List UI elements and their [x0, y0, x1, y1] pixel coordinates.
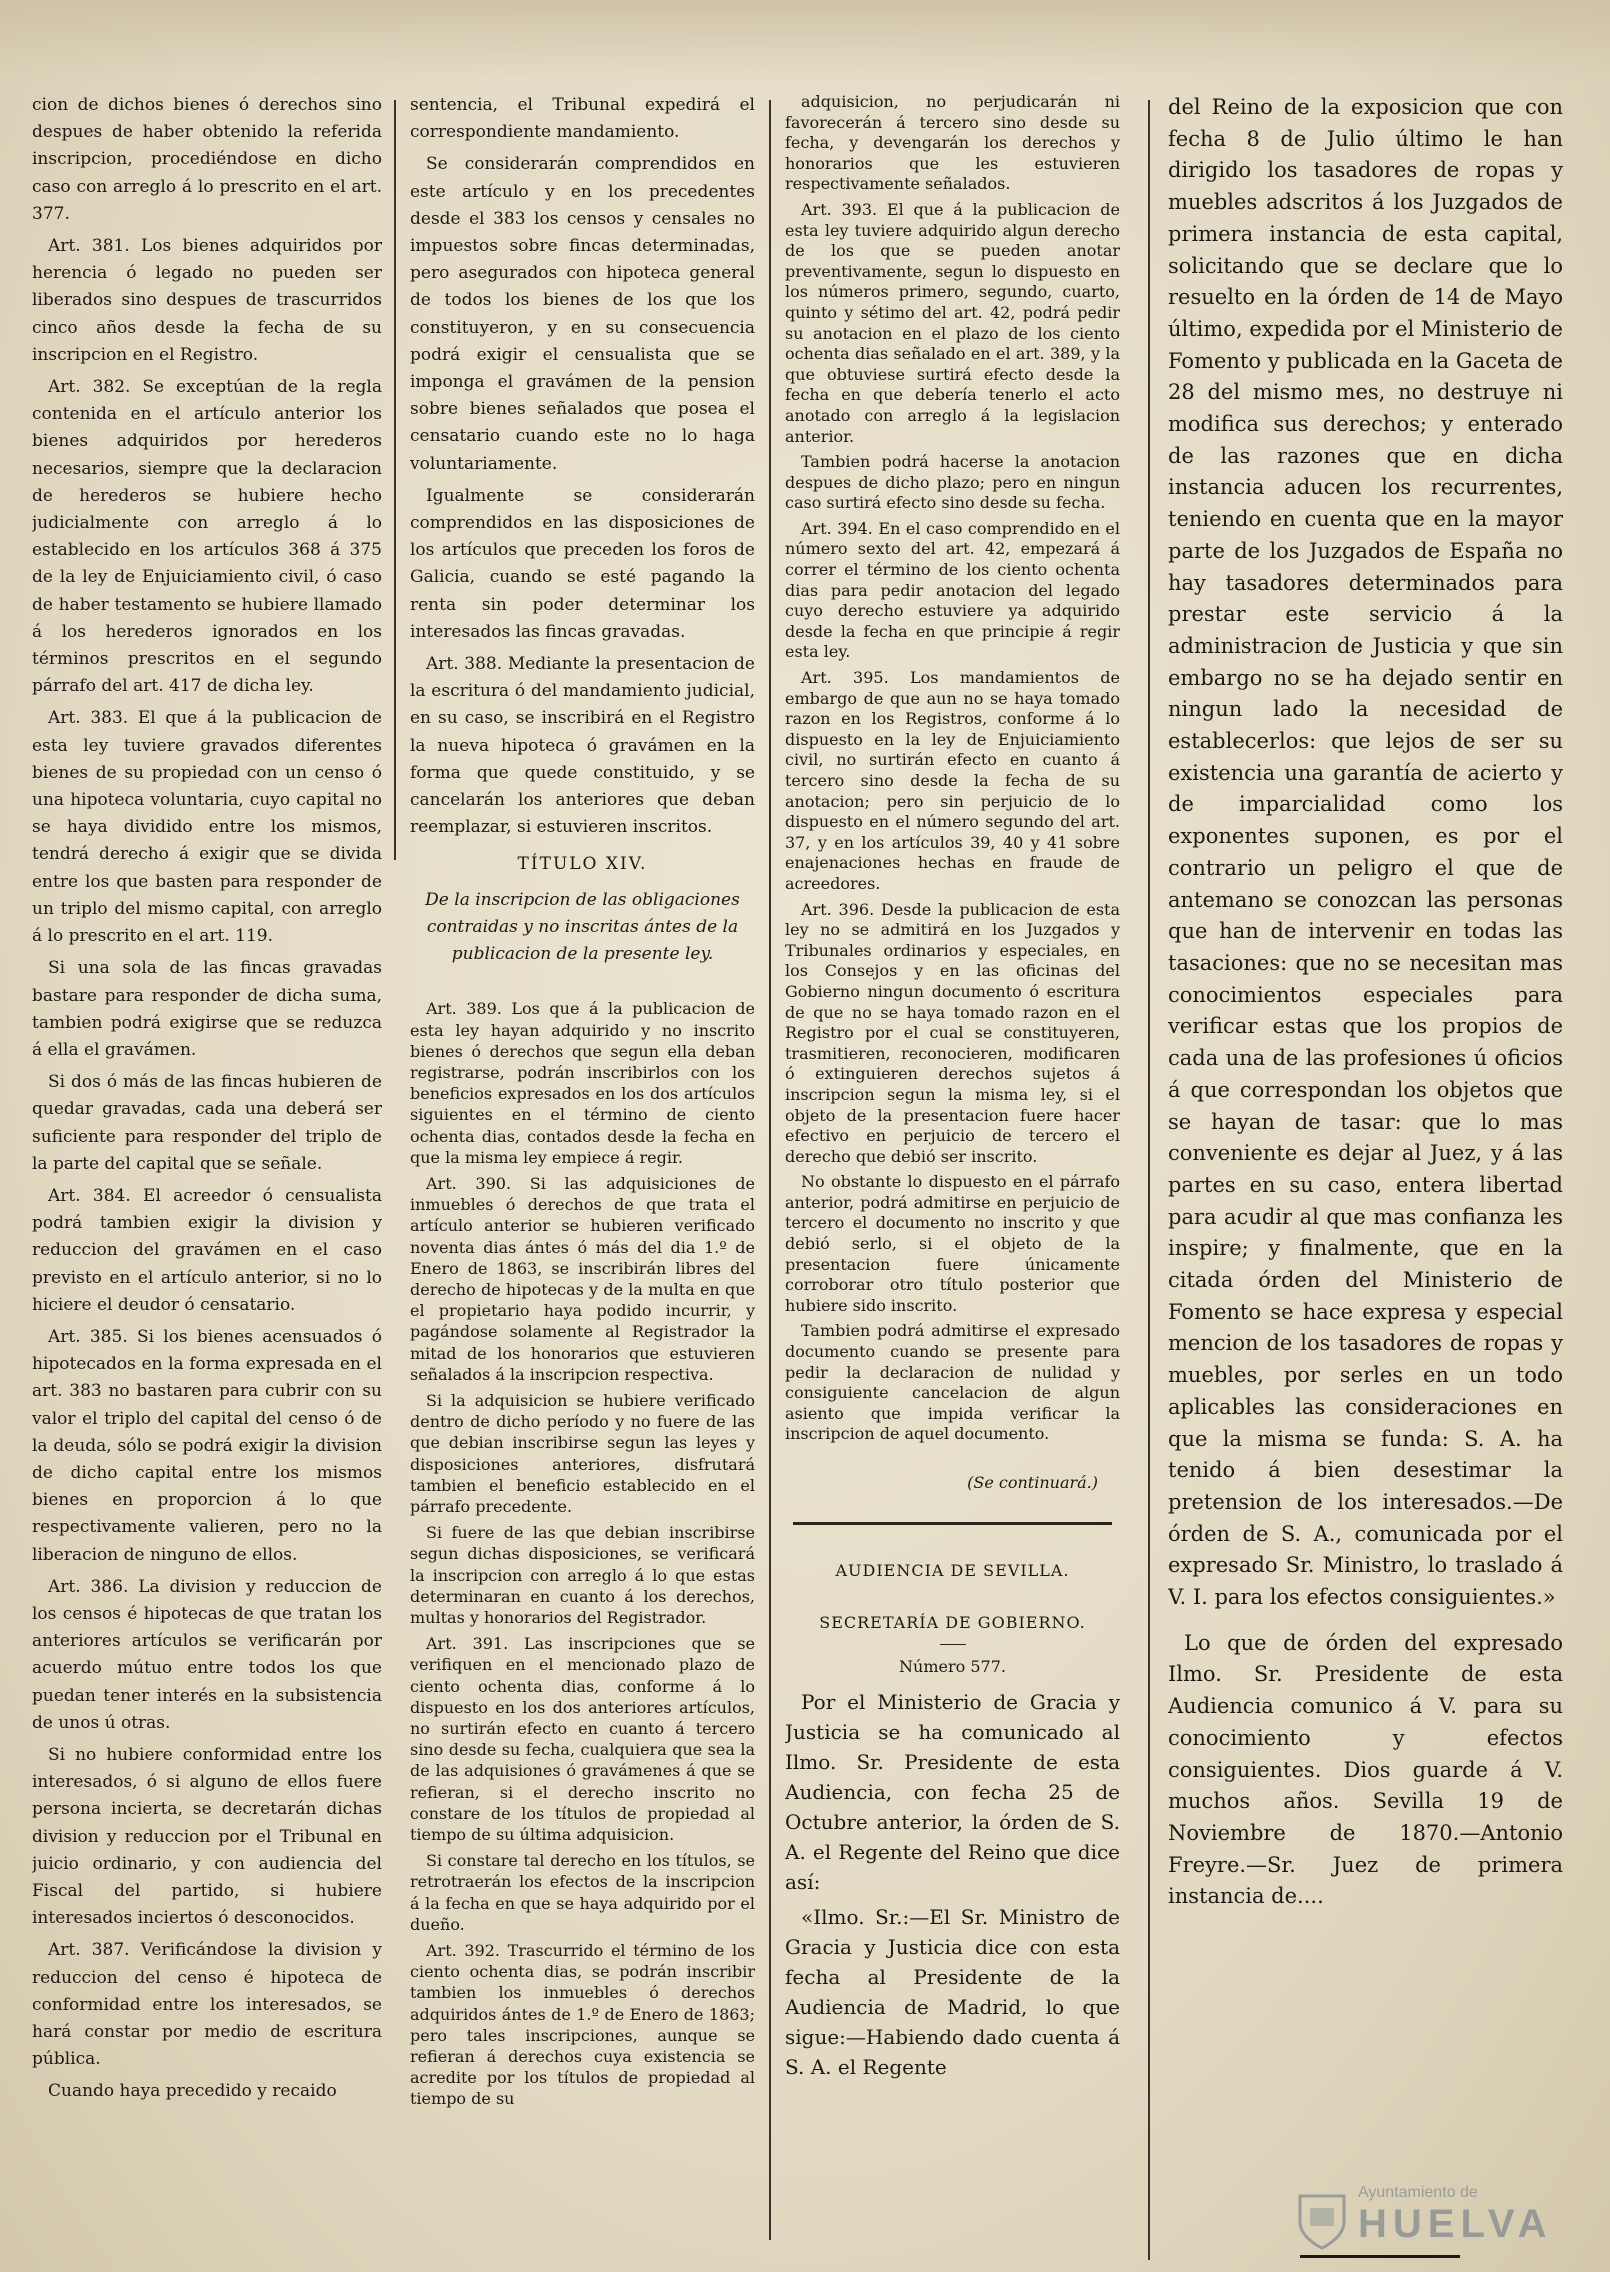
paragraph: Art. 391. Las inscripciones que se verifiquen en el mencionado plazo de ciento ochenta dias, conforme á lo dispuesto en los dos anteriores artículos, no surtirán efecto en cuanto á tercero sino desde su fecha, cualquiera que sea la de las adquisiones ó gravámenes á que se refieran, si el derecho inscrito no constare de los títulos de propiedad al tiempo de su última adquisicion. — [410, 1634, 755, 1845]
archive-watermark — [1290, 2180, 1590, 2250]
paragraph: Art. 390. Si las adquisiciones de inmuebles ó derechos de que trata el artículo anterior se hubieren verificado noventa dias ántes ó más del dia 1.º de Enero de 1863, se inscribirán libres del derecho de hipotecas y de la multa en que el propietario haya podido incurrir, y pagándose solamente al Registrador la mitad de los honorarios que estuvieren señalados á la inscripcion respectiva. — [410, 1173, 755, 1384]
column-4 — [1168, 92, 1563, 2257]
paragraph: Si no hubiere conformidad entre los interesados, ó si alguno de ellos fuere persona incierta, se decretarán dichas division y reduccion por el Tribunal en juicio ordinario, y con audiencia del Fiscal del partido, si hubiere interesados inciertos ó desconocidos. — [32, 1744, 382, 1929]
audiencia-heading: AUDIENCIA DE SEVILLA. — [835, 1560, 1070, 1580]
scan-edge-shadow — [0, 0, 1610, 78]
paragraph: Si dos ó más de las fincas hubieren de quedar gravadas, cada una deberá ser suficiente para responder del triplo de la parte del capital que se señale. — [32, 1072, 382, 1174]
continued-note: (Se continuará.) — [967, 1473, 1098, 1492]
paragraph: Tambien podrá admitirse el expresado documento cuando se presente para pedir la declaracion de nulidad y consiguiente cancelacion de algun asiento que impida verificar la inscripcion de aquel documento. — [785, 1321, 1120, 1444]
paragraph: Art. 396. Desde la publicacion de esta ley no se admitirá en los Juzgados y Tribunales ordinarios y especiales, en los Consejos y en las oficinas del Gobierno ningun documento ó escritura de que no se haya tomado razon en el Registro por el cual se constituyeren, trasmitieren, reconocieren, modificaren ó extinguieren derechos sujetos á inscripcion segun la misma ley, si el objeto de la presentacion fuere hacer efectivo en perjuicio de tercero el derecho que debió ser inscrito. — [785, 899, 1120, 1166]
paragraph: cion de dichos bienes ó derechos sino despues de haber obtenido la referida inscripcion, procediéndose en dicho caso con arreglo á lo prescrito en el art. 377. — [32, 95, 382, 224]
paragraph: adquisicion, no perjudicarán ni favorecerán á tercero sino desde su fecha, y devengarán los derechos y honorarios que les estuvieren respectivamente señalados. — [785, 92, 1120, 194]
paragraph: Si constare tal derecho en los títulos, se retrotraerán los efectos de la inscripcion á la fecha en que se haya adquirido por el dueño. — [410, 1851, 755, 1934]
short-dash — [940, 1644, 966, 1645]
paragraph: Art. 394. En el caso comprendido en el número sexto del art. 42, empezará á correr el término de los ciento ochenta dias para pedir anotacion del legado cuyo derecho estuviere ya adquirido desde la fecha en que principie á regir esta ley. — [785, 518, 1120, 662]
paragraph: Art. 392. Trascurrido el término de los ciento ochenta dias, se podrán inscribir tambien los inmuebles ó derechos adquiridos ántes de 1.º de Enero de 1863; pero tales inscripciones, aunque se refieran á derechos cuya existencia se acredite por los títulos de propiedad al tiempo de su — [410, 1941, 755, 2109]
paragraph: Art. 383. El que á la publicacion de esta ley tuviere gravados diferentes bienes de su propiedad con un censo ó una hipoteca voluntaria, cuyo capital no se haya dividido entre los mismos, tendrá derecho á exigir que se divida entre los que basten para responder de un triplo del mismo capital, con arreglo á lo prescrito en el art. 119. — [32, 708, 382, 947]
paragraph: sentencia, el Tribunal expedirá el correspondiente mandamiento. — [410, 95, 755, 143]
section-title: TÍTULO XIV. — [517, 854, 648, 875]
section-separator — [793, 1522, 1112, 1525]
column-3 — [785, 92, 1120, 2257]
column-rule — [1148, 100, 1150, 2260]
column-rule — [769, 100, 771, 2240]
secretaria-heading: SECRETARÍA DE GOBIERNO. — [819, 1613, 1086, 1633]
column-rule — [394, 100, 396, 860]
paragraph: Art. 395. Los mandamientos de embargo de que aun no se haya tomado razon en los Registros, conforme á lo dispuesto en la ley de Enjuiciamiento civil, no surtirán efecto en cuanto á tercero sino desde la fecha de su anotacion; pero sin perjuicio de lo dispuesto en el número segundo del art. 37, y en los artículos 39, 40 y 41 sobre enajenaciones hechas en fraude de acreedores. — [785, 668, 1120, 893]
paragraph: Se considerarán comprendidos en este artículo y en los precedentes desde el 383 los censos y censales no impuestos sobre fincas determinadas, pero asegurados con hipoteca general de todos los bienes de los que los constituyeron, y en su consecuencia podrá exigir el censualista que se imponga el gravámen de la pension sobre bienes señalados que posea el censatario cuando este no lo haga voluntariamente. — [410, 154, 755, 474]
watermark-line1: Ayuntamiento de — [1358, 2184, 1478, 2201]
paragraph: Cuando haya precedido y recaido — [48, 2081, 337, 2102]
paragraph: Por el Ministerio de Gracia y Justicia se ha comunicado al Ilmo. Sr. Presidente de esta Audiencia, con fecha 25 de Octubre anterior, la órden de S. A. el Regente del Reino que dice así: — [785, 1690, 1120, 1895]
paragraph: Tambien podrá hacerse la anotacion despues de dicho plazo; pero en ningun caso surtirá efecto sino desde su fecha. — [785, 452, 1120, 513]
paragraph: Si una sola de las fincas gravadas bastare para responder de dicha suma, tambien podrá exigirse que se reduzca á ella el gravámen. — [32, 958, 382, 1060]
section-subtitle: De la inscripcion de las obligaciones contraidas y no inscritas ántes de la publicacion de la presente ley. — [425, 889, 740, 965]
watermark-line2: HUELVA — [1358, 2202, 1553, 2246]
paragraph: del Reino de la exposicion que con fecha 8 de Julio último le han dirigido los tasadores de ropas y muebles adscritos á los Juzgados de primera instancia de esta capital, solicitando que se declare que lo resuelto en la órden de 14 de Mayo último, expedida por el Ministerio de Fomento y publicada en la Gaceta de 28 del mismo mes, no destruye ni modifica sus derechos; y enterado de las razones que en dicha instancia aducen los recurrentes, teniendo en cuenta que en la mayor parte de los Juzgados de España no hay tasadores determinados para prestar este servicio á la administracion de Justicia y que sin embargo no se ha dejado sentir en ningun lado la necesidad de establecerlos: que lejos de ser su existencia una garantía de acierto y de imparcialidad como los exponentes suponen, es por el contrario un peligro el que de antemano se conozcan las personas que han de intervenir en todas las tasaciones: que no se necesitan mas conocimientos especiales para verificar estas que los propios de cada una de las profesiones ú oficios á que correspondan los objetos que se hayan de tasar: que lo mas conveniente es dejar al Juez, y á las partes en su caso, entera libertad para acudir al que mas confianza les inspire; y finalmente, que en la citada órden del Ministerio de Fomento se hace expresa y especial mencion de los tasadores de ropas y muebles, por serles en un todo aplicables las consideraciones en que la misma se funda: S. A. ha tenido á bien desestimar la pretension de los interesados.—De órden de S. A., comunicada por el expresado Sr. Ministro, lo traslado á V. I. para los efectos consiguientes.» — [1168, 95, 1563, 1610]
paragraph: Si fuere de las que debian inscribirse segun dichas disposiciones, se verificará la inscripcion con arreglo á lo que estas determinaran en cuanto á los derechos, multas y honorarios del Registrador. — [410, 1523, 755, 1627]
column-1 — [32, 92, 382, 2257]
paragraph: Art. 385. Si los bienes acensuados ó hipotecados en la forma expresada en el art. 383 no bastaren para cubrir con su valor el triplo del capital del censo ó de la deuda, sólo se podrá exigir la division de dicho capital entre los mismos bienes en proporcion á lo que respectivamente valieren, pero no la liberacion de ninguno de ellos. — [32, 1326, 382, 1565]
paragraph: Si la adquisicion se hubiere verificado dentro de dicho período y no fuere de las que debian inscribirse segun las leyes y disposiciones anteriores, disfrutará tambien el beneficio establecido en el párrafo precedente. — [410, 1390, 755, 1516]
paragraph: Art. 389. Los que á la publicacion de esta ley hayan adquirido y no inscrito bienes ó derechos que segun ella deban registrarse, podrán inscribirlos con los beneficios expresados en los dos artículos siguientes en el término de ciento ochenta dias, contados desde la fecha en que la misma ley empiece á regir. — [410, 999, 755, 1167]
paragraph: No obstante lo dispuesto en el párrafo anterior, podrá admitirse en perjuicio de tercero el documento no inscrito y que debió serlo, si el objeto de la presentacion fuere únicamente corroborar otro título posterior que hubiere sido inscrito. — [785, 1172, 1120, 1315]
numero-label: Número 577. — [899, 1656, 1006, 1676]
paragraph: Lo que de órden del expresado Ilmo. Sr. Presidente de esta Audiencia comunico á V. para su conocimiento y efectos consiguientes. Dios guarde á V. muchos años. Sevilla 19 de Noviembre de 1870.—Antonio Freyre.—Sr. Juez de primera instancia de.... — [1168, 1630, 1563, 1909]
paragraph: Art. 386. La division y reduccion de los censos é hipotecas de que tratan los anteriores artículos se verificarán por acuerdo mútuo entre todos los que puedan tener interés en la subsistencia de unos ú otras. — [32, 1576, 382, 1733]
column-2 — [410, 92, 755, 2257]
shield-icon — [1296, 2192, 1348, 2250]
paragraph: Art. 388. Mediante la presentacion de la escritura ó del mandamiento judicial, en su caso, se inscribirá en el Registro la nueva hipoteca ó gravámen en la forma que quede constituido, y se cancelarán los anteriores que deban reemplazar, si estuvieren inscritos. — [410, 654, 755, 838]
paragraph: Art. 381. Los bienes adquiridos por herencia ó legado no pueden ser liberados sino despues de trascurridos cinco años desde la fecha de su inscripcion en el Registro. — [32, 236, 382, 365]
paragraph: «Ilmo. Sr.:—El Sr. Ministro de Gracia y Justicia dice con esta fecha al Presidente de la Audiencia de Madrid, lo que sigue:—Habiendo dado cuenta á S. A. el Regente — [785, 1905, 1120, 2080]
paragraph: Art. 387. Verificándose la division y reduccion del censo é hipoteca de conformidad entre los interesados, se hará constar por medio de escritura pública. — [32, 1940, 382, 2070]
paragraph: Art. 393. El que á la publicacion de esta ley tuviere adquirido algun derecho de los que se pueden anotar preventivamente, segun lo dispuesto en los números primero, segundo, cuarto, quinto y sétimo del art. 42, podrá pedir su anotacion en el plazo de los ciento ochenta dias señalado en el art. 389, y la que obtuviese surtirá efecto desde la fecha en que debería tenerlo el acto anotado con arreglo á la legislacion anterior. — [785, 199, 1120, 446]
paragraph: Art. 384. El acreedor ó censualista podrá tambien exigir la division y reduccion del gravámen en el caso previsto en el artículo anterior, si no lo hiciere el deudor ó censatario. — [32, 1185, 382, 1315]
paragraph: Igualmente se considerarán comprendidos en las disposiciones de los artículos que preceden los foros de Galicia, cuando se esté pagando la renta sin poder determinar los interesados las fincas gravadas. — [410, 485, 755, 642]
closing-rule — [1300, 2255, 1460, 2258]
paragraph: Art. 382. Se exceptúan de la regla contenida en el artículo anterior los bienes adquiridos por herederos necesarios, siempre que la declaracion de herederos se hubiere hecho judicialmente con arreglo á lo establecido en los artículos 368 á 375 de la ley de Enjuiciamiento civil, ó caso de haber testamento se hubiere llamado á los herederos ignorados en los términos prescritos en el segundo párrafo del art. 417 de dicha ley. — [32, 377, 382, 697]
